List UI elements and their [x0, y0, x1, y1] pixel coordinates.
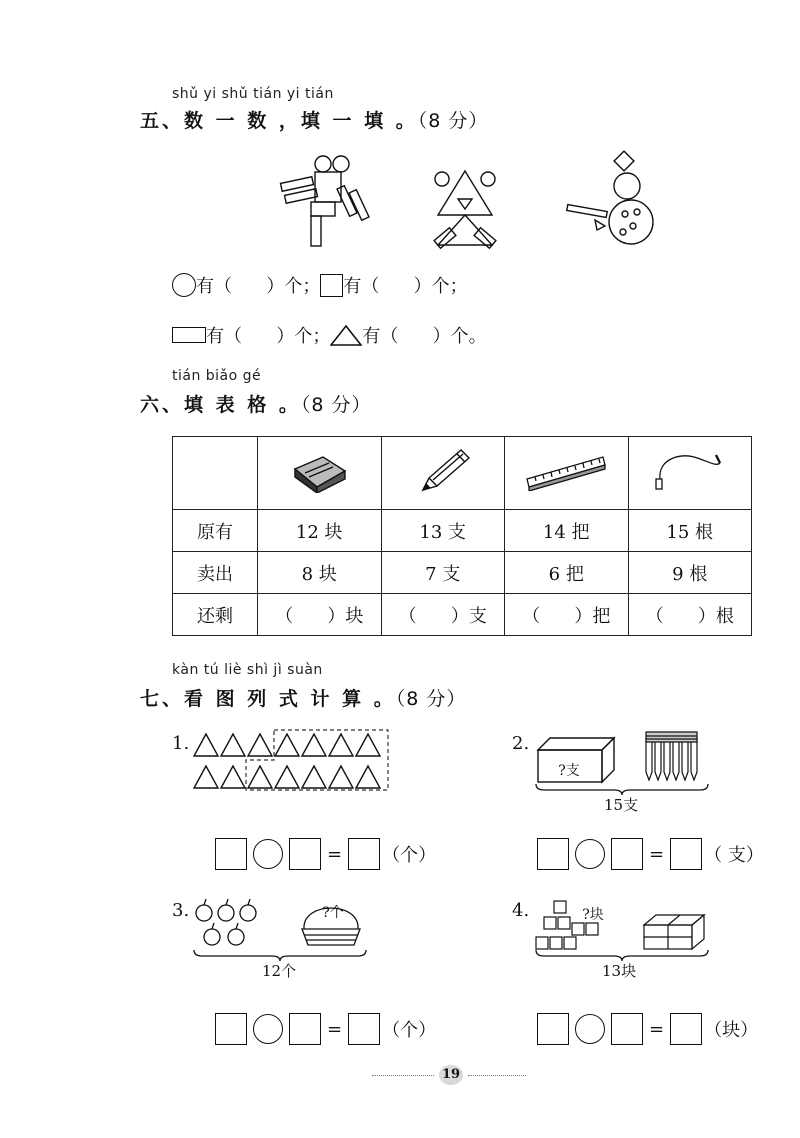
cell-original-pencil: 13 支 [381, 510, 505, 552]
cell-remaining-ruler[interactable]: （ ）把 [505, 594, 629, 636]
section6-points: （8 分） [300, 394, 372, 416]
triangle-count-blank[interactable]: 有（ ）个。 [362, 326, 487, 347]
section7-pinyin: kàn tú liè shì jì suàn [172, 662, 323, 678]
problem1-equation [215, 838, 436, 870]
row-label-sold: 卖出 [173, 552, 258, 594]
triangle-shape-icon [330, 324, 362, 346]
ruler-icon [523, 451, 609, 491]
table-header-eraser [258, 437, 382, 510]
cell-remaining-pencil[interactable]: （ ）支 [381, 594, 505, 636]
square-shape-icon [320, 274, 343, 297]
table-header-pencil [381, 437, 505, 510]
problem4-stack-label: ?块 [582, 907, 604, 923]
problem2-equation [537, 838, 764, 870]
problem2-number: 2. [512, 733, 530, 754]
problem4-equation [537, 1013, 758, 1045]
table-corner-cell [173, 437, 258, 510]
cell-sold-eraser: 8 块 [258, 552, 382, 594]
cell-sold-ruler: 6 把 [505, 552, 629, 594]
circle-count-blank[interactable]: 有（ ）个； [196, 276, 321, 297]
square-count-blank[interactable]: 有（ ）个； [343, 276, 468, 297]
section5-title [140, 106, 488, 133]
problem4-total: 13块 [602, 962, 637, 980]
result-box[interactable] [348, 1013, 380, 1045]
cell-remaining-rope[interactable]: （ ）根 [628, 594, 752, 636]
problem2-total: 15支 [604, 796, 639, 814]
robot-figure [275, 150, 370, 250]
answer-box[interactable] [537, 838, 569, 870]
table-row [173, 510, 752, 552]
answer-box[interactable] [611, 838, 643, 870]
equals-sign: = [649, 1018, 665, 1040]
rectangle-count-blank[interactable]: 有（ ）个； [206, 326, 331, 347]
unit-label: （块） [704, 1020, 759, 1041]
equals-sign: = [327, 843, 343, 865]
page-number: 19 [439, 1065, 463, 1085]
problem4-number: 4. [512, 900, 530, 921]
problem3-total: 12个 [262, 962, 297, 980]
problem3-number: 3. [172, 900, 190, 921]
result-box[interactable] [670, 1013, 702, 1045]
equals-sign: = [327, 1018, 343, 1040]
circle-shape-icon [172, 273, 196, 297]
table-header-jump-rope [628, 437, 752, 510]
problem1-triangles [190, 728, 395, 792]
snowman-figure [565, 150, 660, 250]
section7-points: （8 分） [395, 688, 467, 710]
problem3-basket-label: ?个 [322, 905, 344, 921]
problem1-number: 1. [172, 733, 190, 754]
problem4-picture [532, 893, 712, 955]
answer-box[interactable] [215, 1013, 247, 1045]
cell-original-ruler: 14 把 [505, 510, 629, 552]
eraser-icon [289, 449, 349, 493]
rectangle-shape-icon [172, 327, 206, 343]
cell-remaining-eraser[interactable]: （ ）块 [258, 594, 382, 636]
unit-label: （ 支） [704, 845, 764, 866]
footer-dots-right [468, 1075, 526, 1076]
row-label-remaining: 还剩 [173, 594, 258, 636]
section7-title-text: 七、看 图 列 式 计 算 。 [140, 688, 396, 710]
problem3-equation [215, 1013, 436, 1045]
unit-label: （个） [382, 1020, 437, 1041]
stationery-table [172, 436, 752, 636]
answer-box[interactable] [289, 838, 321, 870]
section6-pinyin: tián biǎo gé [172, 368, 262, 384]
unit-label: （个） [382, 845, 437, 866]
table-row [173, 552, 752, 594]
pencil-icon [413, 446, 473, 496]
answer-box[interactable] [215, 838, 247, 870]
section5-points: （8 分） [417, 110, 489, 132]
cell-original-eraser: 12 块 [258, 510, 382, 552]
result-box[interactable] [348, 838, 380, 870]
triangle-figure [430, 165, 510, 250]
operator-circle[interactable] [575, 839, 605, 869]
table-header-ruler [505, 437, 629, 510]
section5-title-text: 五、数 一 数 ，填 一 填 。 [140, 110, 418, 132]
section6-title-text: 六、填 表 格 。 [140, 394, 301, 416]
equals-sign: = [649, 843, 665, 865]
section5-line1 [172, 272, 468, 298]
answer-box[interactable] [537, 1013, 569, 1045]
cell-sold-rope: 9 根 [628, 552, 752, 594]
cell-sold-pencil: 7 支 [381, 552, 505, 594]
table-image-row [173, 437, 752, 510]
operator-circle[interactable] [253, 1014, 283, 1044]
section7-title [140, 684, 466, 711]
operator-circle[interactable] [253, 839, 283, 869]
section5-line2 [172, 322, 487, 348]
result-box[interactable] [670, 838, 702, 870]
row-label-original: 原有 [173, 510, 258, 552]
section6-title [140, 390, 372, 417]
cell-original-rope: 15 根 [628, 510, 752, 552]
answer-box[interactable] [611, 1013, 643, 1045]
jump-rope-icon [650, 449, 730, 493]
footer-dots-left [372, 1075, 434, 1076]
operator-circle[interactable] [575, 1014, 605, 1044]
answer-box[interactable] [289, 1013, 321, 1045]
problem2-box-label: ?支 [558, 763, 580, 779]
section5-pinyin: shǔ yi shǔ tián yi tián [172, 86, 334, 102]
table-row [173, 594, 752, 636]
